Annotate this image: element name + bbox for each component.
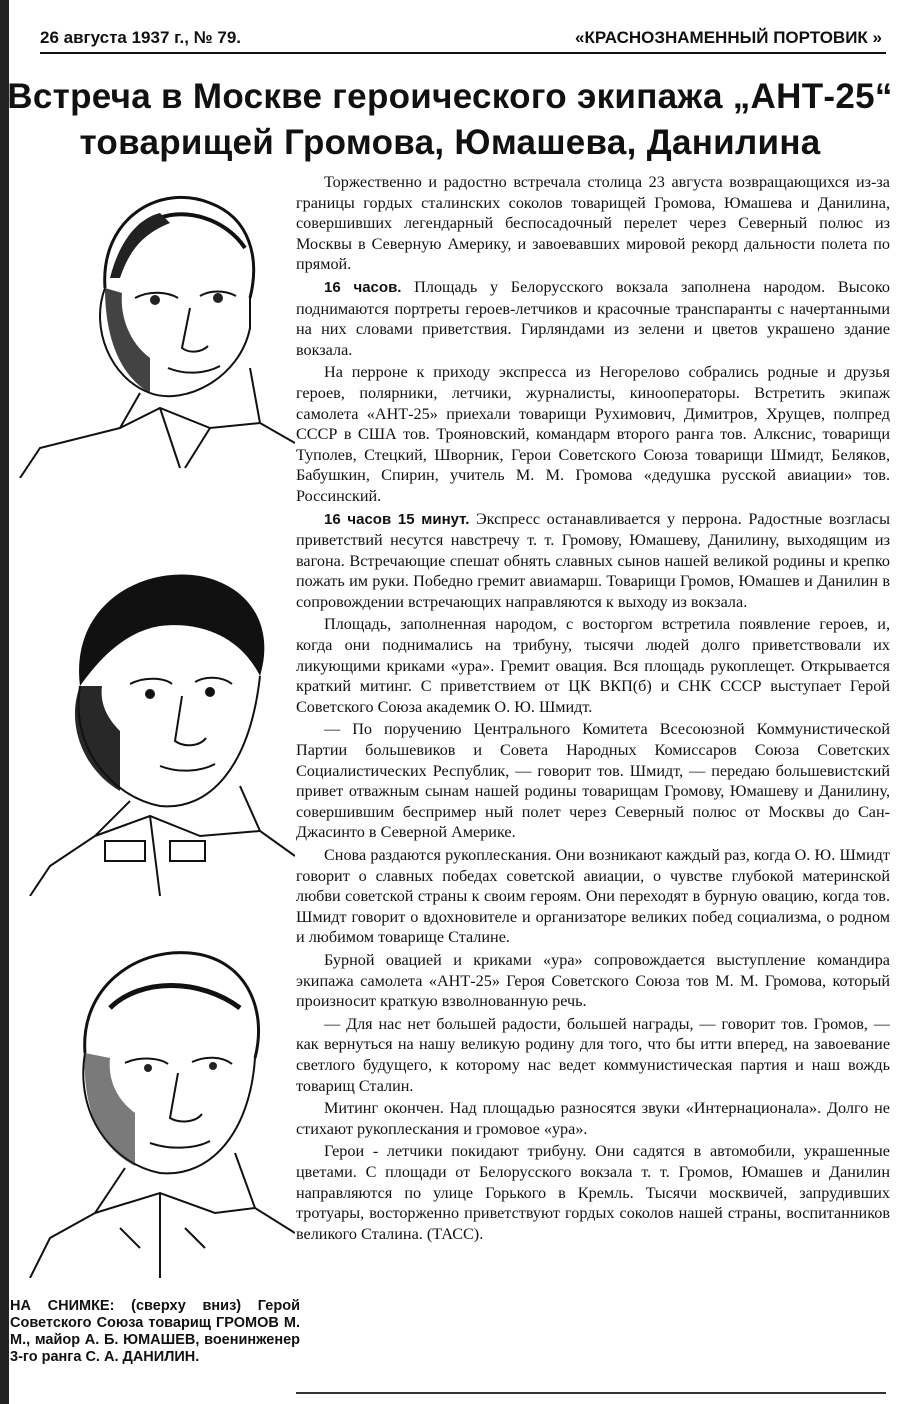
article-body [296,172,890,1246]
caption-text: (сверху вниз) Герой Советского Союза товарищ ГРОМОВ М. М., майор А. Б. ЮМАШЕВ, военинженер 3-го ранга С. А. ДАНИЛИН. [10,1298,300,1365]
paragraph-11-text: Герои - летчики покидают трибуну. Они садятся в автомобили, украшенные цветами. С площади от Белорусского вокзала т. т. Громов, Юмашев и Данилин направляются по улице Горького в Кремль. Тысячи москвичей, запрудивших тротуары, восторженно приветствуют гордых соколов нашей страны, воспитанников великого Сталина. [296,1142,890,1243]
photo-caption [10,1298,300,1366]
source-credit: (ТАСС). [426,1224,484,1243]
portrait-danilin [10,938,295,1278]
newspaper-header [40,22,886,54]
paragraph-3: На перроне к приходу экспресса из Негорелово собрались родные и друзья героев, полярники, летчики, журналисты, кинооператоры. Встретить экипаж самолета «АНТ-25» приехали товарищи Рухимович, Димитров, Хрущев, полпред СССР в США тов. Трояновский, командарм второго ранга тов. Алкснис, товарищи Туполев, Стецкий, Шворник, Герои Советского Союза товарищи Шмидт, Беляков, Бабушкин, Спирин, учитель М. М. Громова «дедушка русской авиации» тов. Россинский. [296,363,890,505]
portrait-yumashev [10,566,295,896]
paragraph-4-text: Экспресс останавливается у перрона. Радостные возгласы приветствий несутся навстречу т. т. Громову, Юмашеву, Данилину, выходящим из вагона. Встречающие спешат обнять славных сынов нашей великой родины и крепко пожать им руки. Победно гремит авиамарш. Товарищи Громов, Юмашев и Данилин в сопровождении встречающих направляются к выходу из вокзала. [296,509,890,611]
headline-line-1: Встреча в Москве героического экипажа „АНТ-25“ [7,77,893,116]
paragraph-11 [296,1141,890,1244]
paragraph-7: Снова раздаются рукоплескания. Они возникают каждый раз, когда О. Ю. Шмидт говорит о славных победах советской авиации, о чувстве глубокой материнской любви советской страны к своим героям. Они переходят в бурную овацию, когда тов. Шмидт говорит о вдохновителе и организаторе великих побед социализма, о родном и любимом товарище Сталине. [296,846,890,947]
paragraph-4 [296,509,890,613]
bottom-rule [296,1392,886,1394]
paragraph-8: Бурной овацией и криками «ура» сопровождается выступление командира экипажа самолета «АНТ-25» Героя Советского Союза тов М. М. Громова, который произносит краткую взволнованную речь. [296,950,890,1011]
paragraph-2 [296,277,890,360]
issue-date: 26 августа 1937 г., № 79. [40,28,242,47]
caption-lead: НА СНИМКЕ: [10,1298,115,1314]
paragraph-6: — По поручению Центрального Комитета Всесоюзной Коммунистической Партии большевиков и Совета Народных Комиссаров Союза Советских Социалистических Республик, — говорит тов. Шмидт, — передаю большевистский привет отважным сынам нашей родины товарищам Громову, Юмашеву и Данилину, совершившим беспример ный полет через Северный полюс от Москвы до Сан-Джасинто в Северной Америке. [296,720,890,842]
paragraph-9: — Для нас нет большей радости, большей награды, — говорит тов. Громов, — как вернуться на нашу великую родину для того, что бы итти вперед, на завоевание светлого будущего, к которому нас ведет коммунистическая партия и наш вождь товарищ Сталин. [296,1014,890,1095]
paragraph-2-text: Площадь у Белорусского вокзала заполнена народом. Высоко поднимаются портреты героев-летчиков и красочные транспаранты с начертанными на них словами приветствия. Гирляндами из зелени и цветов украшено здание вокзала. [296,277,890,359]
paragraph-10: Митинг окончен. Над площадью разносятся звуки «Интернационала». Долго не стихают рукоплескания и громовое «ура». [296,1099,890,1138]
headline-line-2: товарищей Громова, Юмашева, Данилина [79,123,821,162]
paragraph-5: Площадь, заполненная народом, с восторгом встретила появление героев, и, когда они поднимались на трибуну, тысячи людей долго приветствовали их ликующими криками «ура». Гремит овация. Вся площадь рукоплещет. Открывается краткий митинг. С приветствием от ЦК ВКП(б) и СНК СССР выступает Герой Советского Союза академик О. Ю. Шмидт. [296,615,890,716]
page-edge-shadow [0,0,9,1404]
portrait-gromov [10,178,295,478]
headline [0,74,900,166]
newspaper-title: «КРАСНОЗНАМЕННЫЙ ПОРТОВИК » [575,28,882,47]
portrait-column [10,178,295,1288]
paragraph-1: Торжественно и радостно встречала столица 23 августа возвращающихся из-за границы гордых сталинских соколов товарищей Громова, Юмашева и Данилина, совершивших легендарный беспосадочный перелет через Северный полюс из Москвы в Северную Америку, и завоевавших мировой рекорд дальности полета по прямой. [296,173,890,274]
time-16-00: 16 часов. [324,278,402,296]
time-16-15: 16 часов 15 минут. [324,510,470,528]
